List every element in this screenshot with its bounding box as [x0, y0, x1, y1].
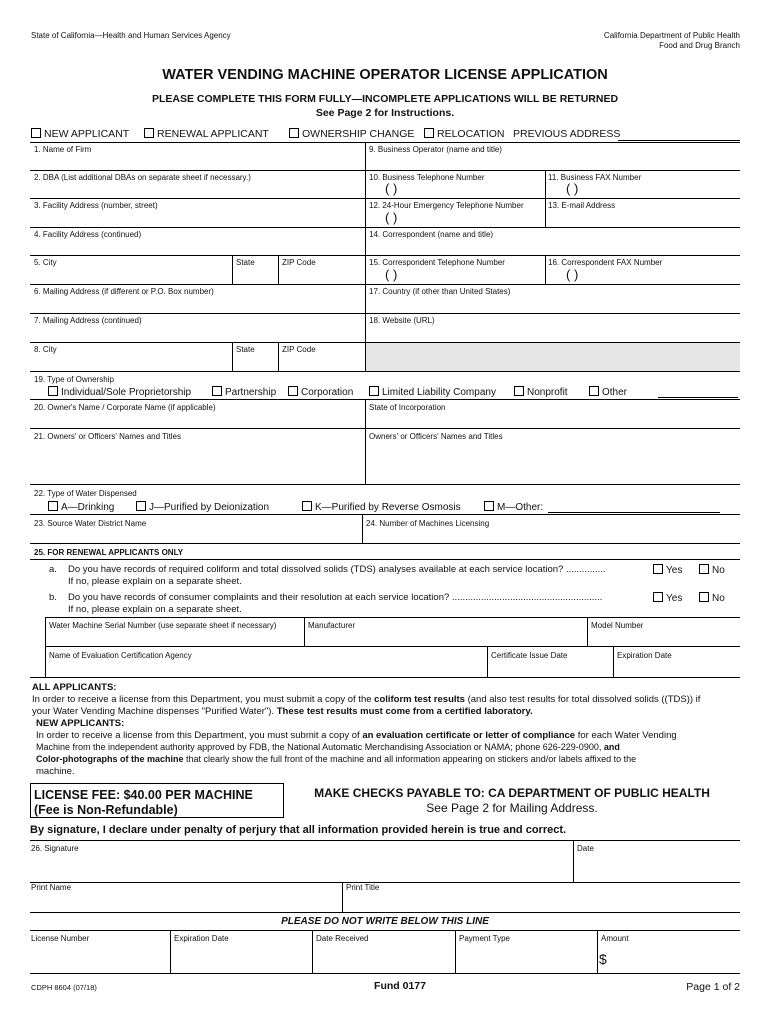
previous-address-label: PREVIOUS ADDRESS	[513, 128, 621, 140]
page-subtitle: PLEASE COMPLETE THIS FORM FULLY—INCOMPLETE APPLICATIONS WILL BE RETURNED	[151, 93, 619, 105]
instructions-note: See Page 2 for Instructions.	[315, 107, 455, 119]
checkbox[interactable]	[424, 128, 434, 138]
print-title-field[interactable]: Print Title	[346, 883, 380, 892]
ownership-option-sole[interactable]: Individual/Sole Proprietorship	[48, 386, 191, 398]
correspondent-field[interactable]: 14. Correspondent (name and title)	[369, 230, 494, 239]
mailing-address-field[interactable]: 6. Mailing Address (if different or P.O. Box number)	[34, 287, 214, 296]
ownership-type-label: 19. Type of Ownership	[34, 375, 114, 384]
checkbox[interactable]	[653, 592, 663, 602]
license-fee: LICENSE FEE: $40.00 PER MACHINE	[34, 788, 253, 802]
facility-address-field[interactable]: 3. Facility Address (number, street)	[34, 201, 158, 210]
checkbox[interactable]	[484, 501, 494, 511]
divider	[487, 646, 488, 677]
other-water-field[interactable]	[548, 512, 720, 513]
agency-left: State of California—Health and Human Services Agency	[31, 31, 231, 40]
owner-name-field[interactable]: 20. Owner's Name / Corporate Name (if applicable)	[34, 403, 216, 412]
correspondent-fax-area-code: ( )	[566, 267, 579, 282]
form-id: CDPH 8604 (07/18)	[31, 983, 97, 992]
fax-area-code: ( )	[566, 181, 579, 196]
serial-number-field[interactable]: Water Machine Serial Number (use separate sheet if necessary)	[49, 621, 277, 630]
checkbox[interactable]	[144, 128, 154, 138]
fee-non-refundable: (Fee is Non-Refundable)	[34, 803, 178, 817]
all-applicants-paragraph-2: your Water Vending Machine dispenses "Purified Water"). These test results must come from a certified laboratory.	[32, 706, 533, 717]
other-ownership-field[interactable]	[658, 397, 738, 398]
divider	[365, 399, 366, 484]
checkbox[interactable]	[699, 592, 709, 602]
new-applicant-option[interactable]: NEW APPLICANT	[31, 128, 129, 140]
question-a-no[interactable]: No	[699, 564, 725, 576]
divider	[30, 313, 740, 314]
divider	[30, 142, 740, 143]
divider	[365, 142, 366, 371]
checkbox[interactable]	[48, 386, 58, 396]
question-b-no[interactable]: No	[699, 592, 725, 604]
new-applicants-paragraph-4: machine.	[36, 766, 75, 777]
ownership-option-other[interactable]: Other	[589, 386, 627, 398]
shaded-area	[366, 342, 740, 371]
divider	[312, 930, 313, 973]
number-of-machines-field[interactable]: 24. Number of Machines Licensing	[366, 519, 490, 528]
divider	[30, 342, 740, 343]
signature-field[interactable]: 26. Signature	[31, 844, 79, 853]
new-applicants-heading: NEW APPLICANTS:	[36, 718, 125, 729]
license-number-field: License Number	[31, 934, 90, 943]
divider	[613, 646, 614, 677]
question-a-letter: a.	[49, 564, 57, 575]
certificate-date-field[interactable]: Certificate Issue Date	[491, 651, 568, 660]
state-field[interactable]: State	[236, 258, 255, 267]
divider	[30, 371, 740, 372]
new-applicants-paragraph-3: Color-photographs of the machine that clearly show the full front of the machine and all information appearing on stickers and/or labels affixed to the	[36, 754, 637, 764]
renewal-applicant-option[interactable]: RENEWAL APPLICANT	[144, 128, 269, 140]
water-option-other[interactable]: M—Other:	[484, 501, 543, 513]
divider	[455, 930, 456, 973]
mailing-zip-field[interactable]: ZIP Code	[282, 345, 316, 354]
mailing-address-note: See Page 2 for Mailing Address.	[426, 801, 598, 815]
evaluation-agency-field[interactable]: Name of Evaluation Certification Agency	[49, 651, 192, 660]
divider	[170, 930, 171, 973]
emergency-telephone-field[interactable]: 12. 24-Hour Emergency Telephone Number	[369, 201, 524, 210]
amount-field: Amount	[601, 934, 629, 943]
fund-number: Fund 0177	[374, 980, 426, 992]
relocation-option[interactable]: RELOCATION	[424, 128, 504, 140]
water-option-deionization[interactable]: J—Purified by Deionization	[136, 501, 269, 513]
city-field[interactable]: 5. City	[34, 258, 57, 267]
facility-address-continued-field[interactable]: 4. Facility Address (continued)	[34, 230, 142, 239]
divider	[30, 559, 740, 560]
divider	[30, 930, 740, 931]
checkbox[interactable]	[48, 501, 58, 511]
divider	[30, 514, 740, 515]
mailing-city-field[interactable]: 8. City	[34, 345, 57, 354]
divider	[30, 170, 740, 171]
agency-right-2: Food and Drug Branch	[659, 41, 740, 50]
divider	[45, 617, 740, 618]
owners-officers-field[interactable]: 21. Owners' or Officers' Names and Titles	[34, 432, 181, 441]
all-applicants-heading: ALL APPLICANTS:	[32, 682, 117, 693]
dba-field[interactable]: 2. DBA (List additional DBAs on separate sheet if necessary.)	[34, 173, 251, 182]
checkbox[interactable]	[302, 501, 312, 511]
checkbox[interactable]	[699, 564, 709, 574]
page-number: Page 1 of 2	[686, 981, 740, 993]
model-number-field[interactable]: Model Number	[591, 621, 644, 630]
mailing-address-continued-field[interactable]: 7. Mailing Address (continued)	[34, 316, 142, 325]
source-water-district-field[interactable]: 23. Source Water District Name	[34, 519, 147, 528]
ownership-option-partnership[interactable]: Partnership	[212, 386, 276, 398]
office-expiration-date-field: Expiration Date	[174, 934, 229, 943]
checkbox[interactable]	[289, 128, 299, 138]
website-field[interactable]: 18. Website (URL)	[369, 316, 435, 325]
divider	[342, 882, 343, 912]
divider	[362, 514, 363, 543]
checkbox[interactable]	[288, 386, 298, 396]
phone-area-code: ( )	[385, 181, 398, 196]
correspondent-telephone-field[interactable]: 15. Correspondent Telephone Number	[369, 258, 505, 267]
divider	[278, 255, 279, 284]
divider	[30, 882, 740, 883]
date-received-field: Date Received	[316, 934, 369, 943]
divider	[30, 912, 740, 913]
divider	[30, 284, 740, 285]
name-of-firm-field[interactable]: 1. Name of Firm	[34, 145, 92, 154]
page-title: WATER VENDING MACHINE OPERATOR LICENSE APPLICATION	[162, 67, 608, 83]
question-a-yes[interactable]: Yes	[653, 564, 682, 576]
divider	[45, 646, 740, 647]
ownership-change-option[interactable]: OWNERSHIP CHANGE	[289, 128, 414, 140]
correspondent-fax-field[interactable]: 16. Correspondent FAX Number	[548, 258, 663, 267]
checkbox[interactable]	[589, 386, 599, 396]
agency-right-1: California Department of Public Health	[603, 31, 740, 40]
manufacturer-field[interactable]: Manufacturer	[308, 621, 356, 630]
new-applicants-paragraph-2: Machine from the independent authority approved by FDB, the National Automatic Merchandising Association or NAMA; phone 626-229-0900, and	[36, 742, 620, 752]
divider	[587, 617, 588, 646]
question-b-yes[interactable]: Yes	[653, 592, 682, 604]
payment-type-field: Payment Type	[459, 934, 510, 943]
zip-field[interactable]: ZIP Code	[282, 258, 316, 267]
divider	[30, 198, 740, 199]
divider	[278, 342, 279, 371]
license-fee-box	[30, 783, 284, 818]
checkbox[interactable]	[136, 501, 146, 511]
business-operator-field[interactable]: 9. Business Operator (name and title)	[369, 145, 502, 154]
email-address-field[interactable]: 13. E-mail Address	[548, 201, 616, 210]
divider	[545, 255, 546, 284]
divider	[304, 617, 305, 646]
owners-officers-field-2[interactable]: Owners' or Officers' Names and Titles	[369, 432, 503, 441]
question-a-note: If no, please explain on a separate sheet.	[68, 576, 242, 587]
emergency-area-code: ( )	[385, 210, 398, 225]
divider	[573, 840, 574, 882]
office-use-heading: PLEASE DO NOT WRITE BELOW THIS LINE	[281, 916, 489, 927]
divider	[30, 227, 740, 228]
mailing-state-field[interactable]: State	[236, 345, 255, 354]
checkbox[interactable]	[369, 386, 379, 396]
print-name-field[interactable]: Print Name	[31, 883, 72, 892]
business-fax-field[interactable]: 11. Business FAX Number	[548, 173, 642, 182]
checkbox[interactable]	[212, 386, 222, 396]
water-type-label: 22. Type of Water Dispensed	[34, 489, 137, 498]
water-option-drinking[interactable]: A—Drinking	[48, 501, 114, 513]
divider	[30, 428, 740, 429]
ownership-option-nonprofit[interactable]: Nonprofit	[514, 386, 568, 398]
question-b-note: If no, please explain on a separate sheet.	[68, 604, 242, 615]
divider	[30, 543, 740, 544]
business-telephone-field[interactable]: 10. Business Telephone Number	[369, 173, 485, 182]
checks-payable: MAKE CHECKS PAYABLE TO: CA DEPARTMENT OF PUBLIC HEALTH	[314, 786, 710, 800]
checkbox[interactable]	[653, 564, 663, 574]
checkbox[interactable]	[514, 386, 524, 396]
new-applicants-paragraph: In order to receive a license from this Department, you must submit a copy of an evaluation certificate or letter of compliance for each Water Vending	[36, 730, 677, 741]
question-b: Do you have records of consumer complaints and their resolution at each service location? .........................................................	[68, 592, 603, 603]
expiration-date-field[interactable]: Expiration Date	[617, 651, 672, 660]
country-field[interactable]: 17. Country (if other than United States)	[369, 287, 511, 296]
checkbox[interactable]	[31, 128, 41, 138]
question-b-letter: b.	[49, 592, 57, 603]
previous-address-field[interactable]	[618, 140, 740, 141]
divider	[30, 973, 740, 974]
divider	[30, 677, 740, 678]
divider	[45, 617, 46, 677]
divider	[232, 342, 233, 371]
question-a: Do you have records of required coliform and total dissolved solids (TDS) analyses available at each service location? ...............	[68, 564, 606, 575]
divider	[30, 484, 740, 485]
renewal-section-heading: 25. FOR RENEWAL APPLICANTS ONLY	[34, 548, 184, 557]
all-applicants-paragraph: In order to receive a license from this Department, you must submit a copy of the coliform test results (and also test results for total dissolved solids ((TDS)) if	[32, 694, 701, 705]
divider	[30, 840, 740, 841]
divider	[30, 255, 740, 256]
water-option-reverse-osmosis[interactable]: K—Purified by Reverse Osmosis	[302, 501, 461, 513]
ownership-option-llc[interactable]: Limited Liability Company	[369, 386, 496, 398]
signature-date-field[interactable]: Date	[577, 844, 594, 853]
dollar-sign: $	[599, 951, 607, 967]
divider	[597, 930, 598, 973]
ownership-option-corporation[interactable]: Corporation	[288, 386, 353, 398]
correspondent-phone-area-code: ( )	[385, 267, 398, 282]
divider	[232, 255, 233, 284]
declaration: By signature, I declare under penalty of perjury that all information provided herein is true and correct.	[30, 824, 567, 836]
divider	[30, 399, 740, 400]
state-of-incorporation-field[interactable]: State of Incorporation	[369, 403, 446, 412]
